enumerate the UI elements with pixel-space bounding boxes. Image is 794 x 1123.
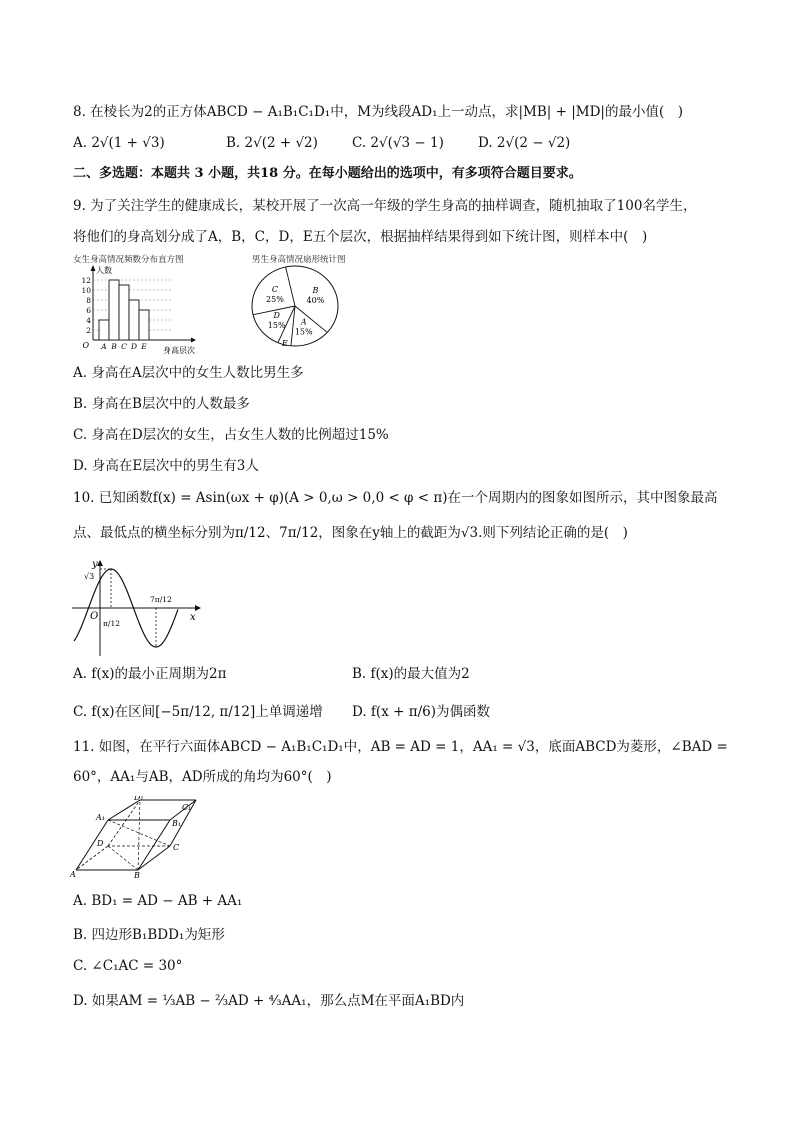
pie-chart <box>250 262 350 352</box>
vertex-a: A <box>70 870 76 878</box>
q8-option-d: D. 2√(2 − √2) <box>478 135 571 151</box>
q10-option-b: B. f(x)的最大值为2 <box>352 666 470 682</box>
graph-y-label: y <box>92 559 98 570</box>
pie-slice-label: C <box>271 285 279 295</box>
q9-option-b: B. 身高在B层次中的人数最多 <box>73 396 250 412</box>
x-axis-arrow <box>195 605 201 611</box>
pie-title: 男生身高情况扇形统计图 <box>252 255 346 265</box>
q9-option-a: A. 身高在A层次中的女生人数比男生多 <box>73 365 304 381</box>
histogram-title: 女生身高情况频数分布直方图 <box>73 255 184 265</box>
q8-stem: 8. 在棱长为2的正方体ABCD − A₁B₁C₁D₁中，M为线段AD₁上一动点，求|MB| + |MD|的最小值( ) <box>73 104 684 120</box>
hist-x-label: 身高层次 <box>163 346 195 355</box>
graph-x-label: x <box>190 612 196 623</box>
hist-bar <box>129 300 139 340</box>
hist-category-label: C <box>121 342 127 351</box>
diag-bd1 <box>138 800 140 870</box>
vertex-c: C <box>173 843 180 852</box>
pie-slice-percent: 40% <box>306 295 325 305</box>
pie-slice-label: A <box>300 317 307 327</box>
graph-pi12-label: π/12 <box>103 619 120 628</box>
vertex-d: D <box>97 839 104 848</box>
hist-x-arrow <box>191 338 196 343</box>
q9-option-d: D. 身高在E层次中的男生有3人 <box>73 458 259 474</box>
diag-bd <box>108 846 138 870</box>
q8-option-b: B. 2√(2 + √2) <box>226 135 318 151</box>
q10-stem-line1: 10. 已知函数f(x) = Asin(ωx + φ)(A > 0,ω > 0,0 < φ < π)在一个周期内的图象如图所示，其中图象最高 <box>73 490 718 506</box>
histogram-chart <box>73 262 213 357</box>
q10-option-c: C. f(x)在区间[−5π/12, π/12]上单调递增 <box>73 704 323 720</box>
pie-slice-label: E <box>281 338 288 348</box>
q10-option-d: D. f(x + π/6)为偶函数 <box>352 704 490 720</box>
q8-option-c: C. 2√(√3 − 1) <box>352 135 444 151</box>
q8-option-a: A. 2√(1 + √3) <box>73 135 165 151</box>
edge-bc <box>138 846 170 870</box>
q11-stem-line2: 60°，AA₁与AB，AD所成的角均为60°( ) <box>73 769 332 785</box>
pie-slice-label: B <box>312 285 319 295</box>
q9-option-c: C. 身高在D层次的女生，占女生人数的比例超过15% <box>73 427 389 443</box>
q11-option-d: D. 如果AM = ⅓AB − ⅔AD + ⁴⁄₃AA₁，那么点M在平面A₁BD内 <box>73 993 465 1009</box>
hist-bar <box>109 280 119 340</box>
q10-stem-line2: 点、最低点的横坐标分别为π/12、7π/12，图象在y轴上的截距为√3.则下列结论正确的是( ) <box>73 525 628 541</box>
pie-slice-percent: 15% <box>294 327 313 337</box>
pie-slice-percent: 15% <box>267 321 286 331</box>
hist-category-label: B <box>111 342 117 351</box>
hist-ytick-label: 4 <box>86 316 91 325</box>
q11-option-c: C. ∠C₁AC = 30° <box>73 958 183 974</box>
pie-slice-percent: 25% <box>266 295 284 305</box>
hist-bar <box>99 320 109 340</box>
hist-ytick-label: 8 <box>86 296 91 305</box>
section-heading: 二、多选题：本题共 3 小题，共18 分。在每小题给出的选项中，有多项符合题目要求。 <box>73 166 582 181</box>
hist-origin-label: O <box>82 341 89 350</box>
graph-sqrt3-label: √3 <box>84 572 95 581</box>
q9-stem-line1: 9. 为了关注学生的健康成长，某校开展了一次高一年级的学生身高的抽样调查，随机抽取了100名学生， <box>73 198 697 214</box>
vertex-a1: A₁ <box>96 813 105 822</box>
pie-group <box>252 266 338 348</box>
edge-dd1 <box>108 800 140 846</box>
parallelepiped-figure <box>68 796 198 878</box>
hist-y-label: 人数 <box>96 266 112 275</box>
q11-stem-line1: 11. 如图，在平行六面体ABCD − A₁B₁C₁D₁中，AB = AD = 1，AA₁ = √3，底面ABCD为菱形，∠BAD = <box>73 739 728 755</box>
hist-category-label: E <box>141 342 147 351</box>
sine-graph <box>70 558 205 658</box>
graph-7pi12-label: 7π/12 <box>150 595 172 604</box>
q11-option-a: A. BD₁ = AD − AB + AA₁ <box>73 893 243 909</box>
pie-slice-label: D <box>273 311 280 321</box>
vertex-b: B <box>134 871 140 878</box>
vertex-d1: D₁ <box>134 796 144 802</box>
hist-category-label: D <box>130 342 138 351</box>
y-axis-arrow <box>97 560 103 566</box>
hist-bar <box>119 285 129 340</box>
hist-ytick-label: 12 <box>81 276 91 285</box>
q11-option-b: B. 四边形B₁BDD₁为矩形 <box>73 927 225 943</box>
q9-stem-line2: 将他们的身高划分成了A，B，C，D，E五个层次，根据抽样结果得到如下统计图，则样本中( ) <box>73 229 648 245</box>
edge-da <box>76 846 108 870</box>
hist-ytick-label: 6 <box>86 306 91 315</box>
vertex-c1: C₁ <box>182 803 192 812</box>
graph-origin-label: O <box>90 611 99 622</box>
vertex-b1: B₁ <box>172 819 182 828</box>
edge-bb1 <box>138 820 170 870</box>
edge-d1a1 <box>108 800 140 820</box>
hist-category-label: A <box>101 342 107 351</box>
hist-bar <box>139 310 149 340</box>
histogram-group <box>81 265 196 355</box>
hist-ytick-label: 10 <box>81 286 91 295</box>
q10-option-a: A. f(x)的最小正周期为2π <box>73 666 227 682</box>
hist-y-arrow <box>91 265 96 271</box>
hist-ytick-label: 2 <box>86 326 91 335</box>
